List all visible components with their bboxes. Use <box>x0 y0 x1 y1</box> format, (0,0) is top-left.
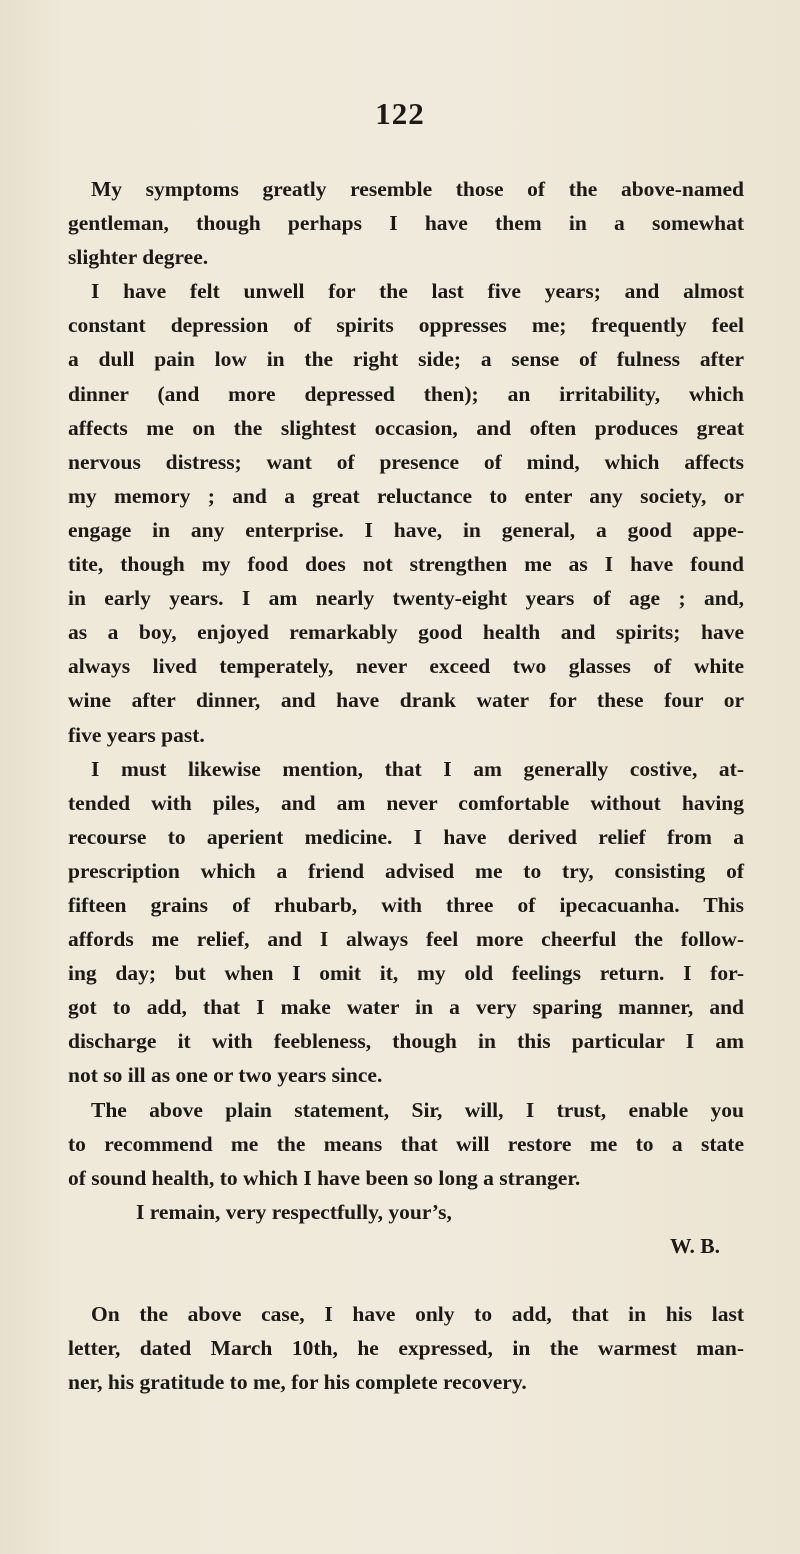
text-line: letter, dated March 10th, he expressed, in the warmest man- <box>68 1336 744 1361</box>
text-line: engage in any enterprise. I have, in general, a good appe- <box>68 517 744 542</box>
text-line: tended with piles, and am never comfortable without having <box>68 790 744 815</box>
text-line: not so ill as one or two years since. <box>68 1063 383 1088</box>
letter-paragraph-3 <box>68 752 744 1093</box>
text-line: five years past. <box>68 722 205 747</box>
text-line: affects me on the slightest occasion, and often produces great <box>68 415 744 440</box>
text-line: On the above case, I have only to add, that in his last <box>91 1302 744 1326</box>
text-line: of sound health, to which I have been so long a stranger. <box>68 1165 581 1190</box>
letter-signoff: I remain, very respectfully, your’s, <box>136 1199 452 1224</box>
letter-paragraph-2 <box>68 274 744 751</box>
text-line: gentleman, though perhaps I have them in a somewhat <box>68 211 744 236</box>
text-line: tite, though my food does not strengthen me as I have found <box>68 552 744 577</box>
text-line: My symptoms greatly resemble those of the above-named <box>91 177 744 201</box>
text-line: ing day; but when I omit it, my old feelings return. I for- <box>68 961 744 986</box>
text-line: affords me relief, and I always feel more cheerful the follow- <box>68 927 744 952</box>
text-line: as a boy, enjoyed remarkably good health and spirits; have <box>68 620 744 645</box>
text-line: dinner (and more depressed then); an irritability, which <box>68 381 744 406</box>
text-line: slighter degree. <box>68 245 209 270</box>
text-line: discharge it with feebleness, though in this particular I am <box>68 1029 744 1054</box>
text-line: constant depression of spirits oppresses me; frequently feel <box>68 313 744 338</box>
letter-paragraph-1 <box>68 172 744 274</box>
closing-note <box>68 1297 744 1399</box>
page-number: 122 <box>375 96 425 131</box>
text-line: nervous distress; want of presence of mind, which affects <box>68 449 744 474</box>
text-line: got to add, that I make water in a very sparing manner, and <box>68 995 744 1020</box>
text-line: I must likewise mention, that I am generally costive, at- <box>91 756 744 781</box>
page-body <box>68 172 744 1399</box>
text-line: wine after dinner, and have drank water for these four or <box>68 688 744 713</box>
text-line: to recommend me the means that will restore me to a state <box>68 1131 744 1156</box>
letter-paragraph-4 <box>68 1093 744 1195</box>
text-line: ner, his gratitude to me, for his complete recovery. <box>68 1370 527 1395</box>
text-line: always lived temperately, never exceed two glasses of white <box>68 654 744 679</box>
text-line: prescription which a friend advised me to try, consisting of <box>68 858 744 883</box>
text-line: The above plain statement, Sir, will, I trust, enable you <box>91 1097 744 1122</box>
text-line: a dull pain low in the right side; a sense of fulness after <box>68 347 744 372</box>
text-line: my memory ; and a great reluctance to enter any society, or <box>68 483 744 508</box>
text-line: recourse to aperient medicine. I have derived relief from a <box>68 824 744 849</box>
letter-signature: W. B. <box>670 1233 720 1258</box>
text-line: fifteen grains of rhubarb, with three of ipecacuanha. This <box>68 892 744 917</box>
text-line: in early years. I am nearly twenty-eight years of age ; and, <box>68 586 744 611</box>
text-line: I have felt unwell for the last five years; and almost <box>91 279 744 304</box>
section-gap <box>68 1263 744 1297</box>
